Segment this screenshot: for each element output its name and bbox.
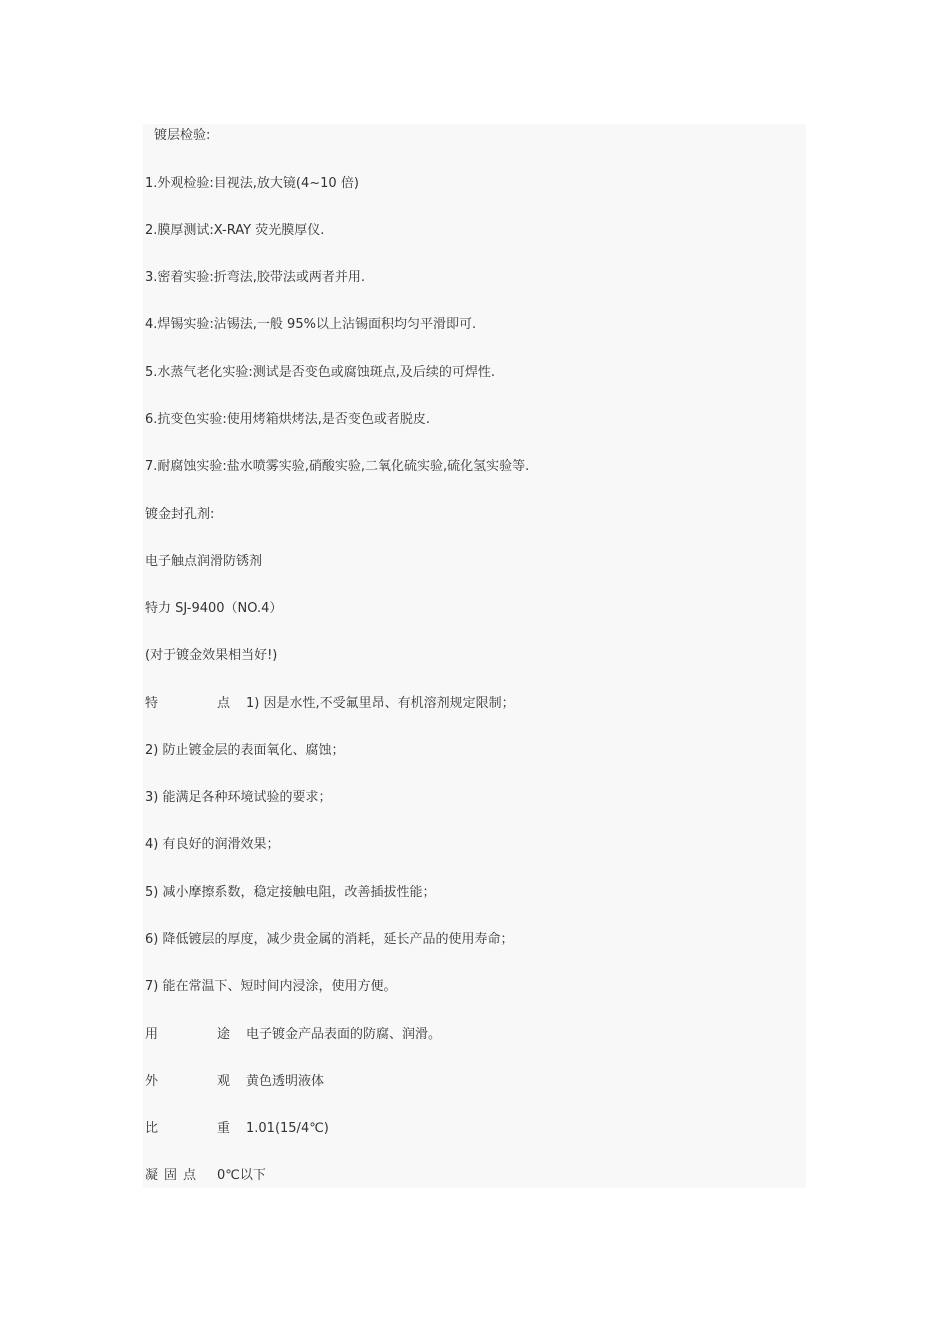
spec-gravity-label-a: 比 xyxy=(145,1121,159,1136)
inspection-item-6: 6.抗变色实验:使用烤箱烘烤法,是否变色或者脱皮. xyxy=(145,412,431,427)
sealant-heading: 镀金封孔剂: xyxy=(145,507,215,522)
spec-gravity-label-b: 重 xyxy=(217,1121,231,1136)
features-label-b: 点 xyxy=(217,696,231,711)
spec-use-label-a: 用 xyxy=(145,1027,159,1042)
spec-appearance-label-a: 外 xyxy=(145,1074,159,1089)
product-name: 特力 SJ-9400（NO.4） xyxy=(145,601,283,616)
inspection-item-1: 1.外观检验:目视法,放大镜(4~10 倍) xyxy=(145,176,359,191)
product-note: (对于镀金效果相当好!) xyxy=(145,648,278,663)
spec-use-label-b: 途 xyxy=(217,1027,231,1042)
feature-item-3: 3) 能满足各种环境试验的要求； xyxy=(145,790,332,805)
spec-gravity-value: 1.01(15/4℃) xyxy=(246,1121,329,1136)
feature-item-2: 2) 防止镀金层的表面氧化、腐蚀； xyxy=(145,743,345,758)
inspection-item-2: 2.膜厚测试:X-RAY 荧光膜厚仪. xyxy=(145,223,325,238)
inspection-item-4: 4.焊锡实验:沾锡法,一般 95%以上沾锡面积均匀平滑即可. xyxy=(145,317,477,332)
features-row xyxy=(145,695,515,713)
feature-item-7: 7) 能在常温下、短时间内浸涂，使用方便。 xyxy=(145,979,397,994)
section-title: 镀层检验: xyxy=(154,128,211,143)
spec-use-value: 电子镀金产品表面的防腐、润滑。 xyxy=(246,1027,442,1042)
inspection-item-5: 5.水蒸气老化实验:测试是否变色或腐蚀斑点,及后续的可焊性. xyxy=(145,365,496,380)
feature-item-6: 6) 降低镀层的厚度，减少贵金属的消耗，延长产品的使用寿命； xyxy=(145,932,514,947)
features-label-a: 特 xyxy=(145,696,159,711)
spec-use-row xyxy=(145,1026,441,1044)
spec-appearance-row xyxy=(145,1073,324,1091)
inspection-item-7: 7.耐腐蚀实验:盐水喷雾实验,硝酸实验,二氧化硫实验,硫化氢实验等. xyxy=(145,459,530,474)
feature-item-1: 1) 因是水性,不受氟里昂、有机溶剂规定限制； xyxy=(246,696,515,711)
feature-item-5: 5) 减小摩擦系数，稳定接触电阻，改善插拔性能； xyxy=(145,885,436,900)
spec-gravity-row xyxy=(145,1120,329,1138)
spec-freezing-label: 凝固点 xyxy=(145,1168,203,1183)
spec-appearance-value: 黄色透明液体 xyxy=(246,1074,325,1089)
inspection-item-3: 3.密着实验:折弯法,胶带法或两者并用. xyxy=(145,270,366,285)
feature-item-4: 4) 有良好的润滑效果； xyxy=(145,837,280,852)
spec-appearance-label-b: 观 xyxy=(217,1074,231,1089)
product-type: 电子触点润滑防锈剂 xyxy=(145,554,263,569)
spec-freezing-row xyxy=(145,1167,266,1185)
spec-freezing-value: 0℃以下 xyxy=(217,1168,266,1183)
